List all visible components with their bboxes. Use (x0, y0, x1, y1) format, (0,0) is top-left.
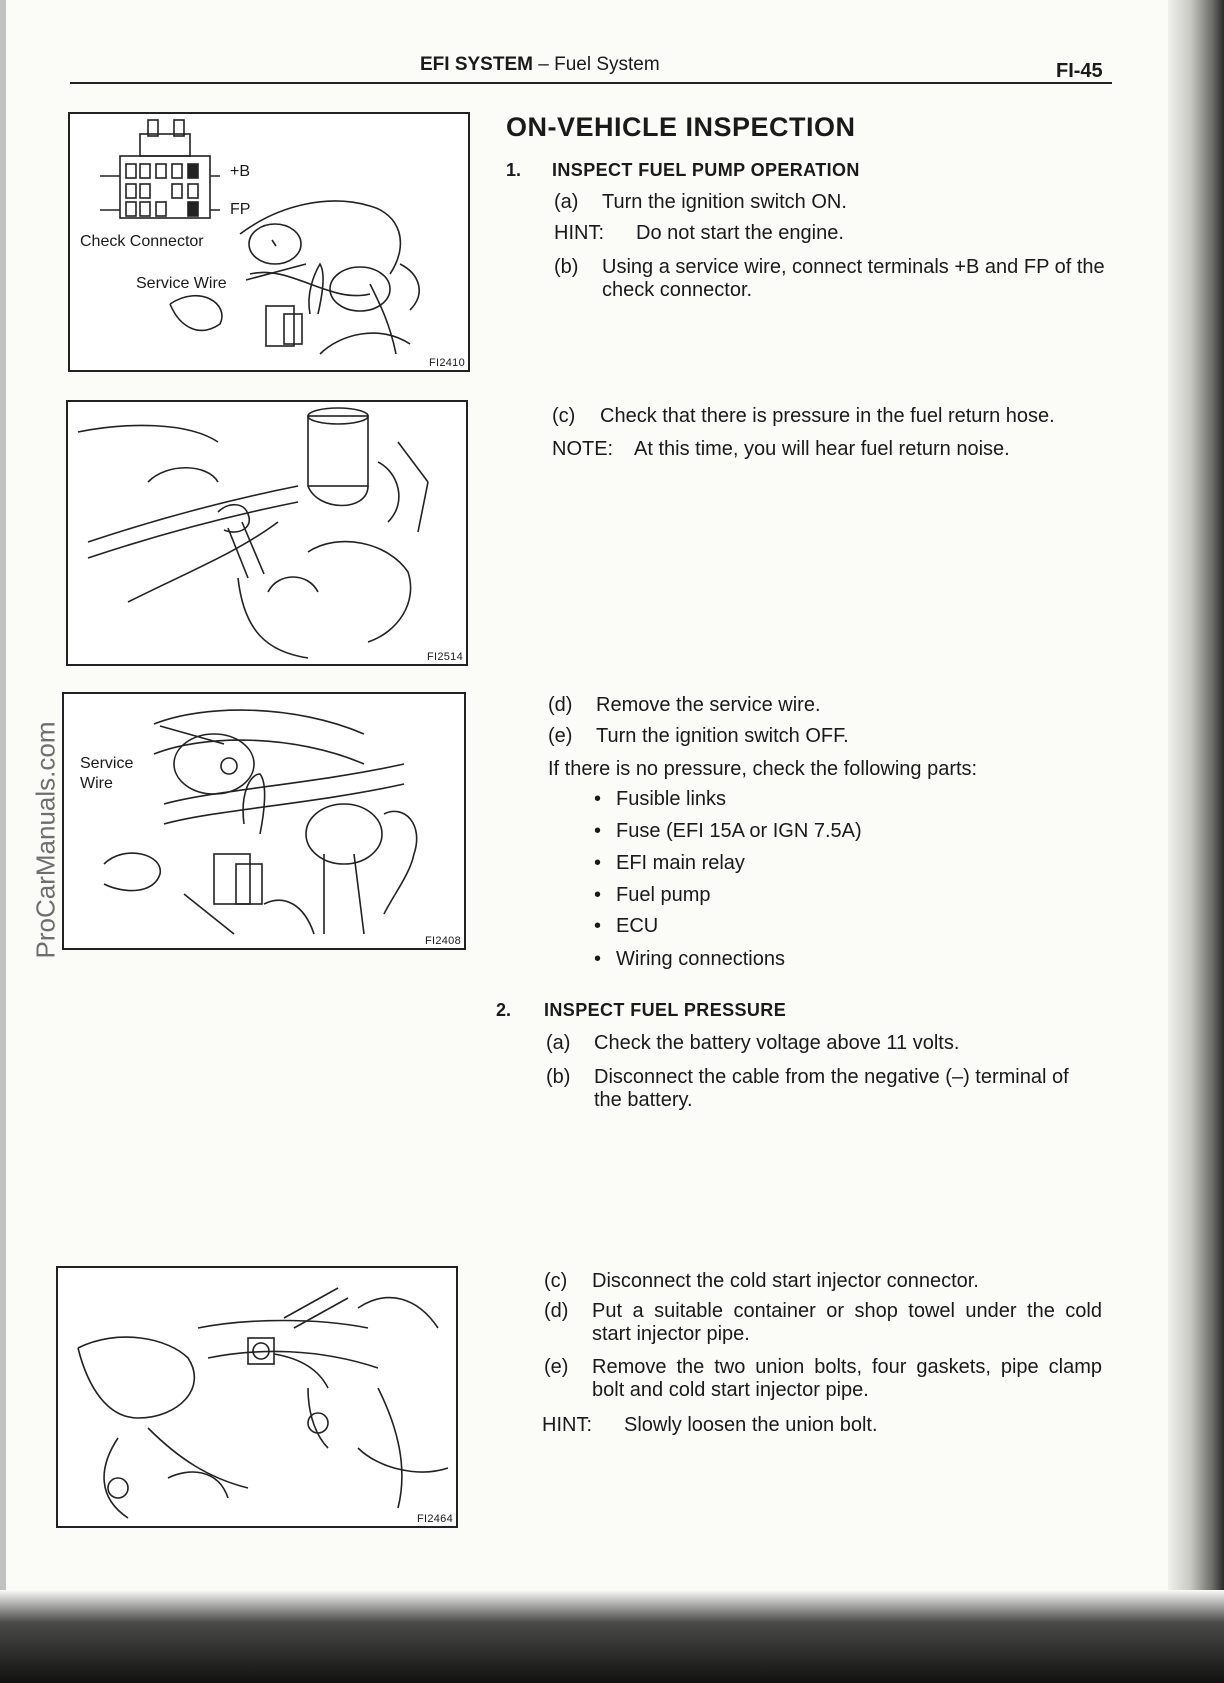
figure-fuel-return-hose (66, 400, 468, 666)
step1-e-text: Turn the ignition switch OFF. (596, 725, 849, 747)
label-wire: Wire (80, 775, 113, 792)
step2-c-text: Disconnect the cold start injector connector. (592, 1270, 979, 1292)
step2-a (546, 1032, 959, 1055)
step2-b-text: Disconnect the cable from the negative (–) terminal of the battery. (594, 1066, 1069, 1111)
step1-note-label: NOTE: (552, 438, 614, 460)
step2-b-label: (b) (546, 1066, 571, 1088)
figure-remove-service-wire (62, 692, 466, 950)
step2-hint-label: HINT: (542, 1414, 592, 1436)
header-rule (70, 82, 1112, 84)
step1-number: 1. (506, 160, 522, 180)
step2-e (544, 1356, 1110, 1402)
page-left-edge (0, 0, 6, 1683)
step1-c (552, 405, 1055, 428)
step1-title: INSPECT FUEL PUMP OPERATION (552, 160, 860, 180)
step1-d (548, 694, 821, 717)
step1-b-text: Using a service wire, connect terminals +B and FP of the check connector. (602, 256, 1105, 301)
step2-a-label: (a) (546, 1032, 571, 1054)
label-check-connector: Check Connector (80, 233, 204, 250)
part-item: • Fuse (EFI 15A or IGN 7.5A) (594, 820, 862, 843)
step1-d-text: Remove the service wire. (596, 694, 821, 716)
section-title: ON-VEHICLE INSPECTION (506, 112, 856, 142)
step1-d-label: (d) (548, 694, 573, 716)
step1-hint-label: HINT: (554, 222, 604, 244)
cold-start-injector-pipe-illustration (58, 1268, 456, 1526)
step2-hint (542, 1414, 878, 1437)
step2-b (546, 1066, 1106, 1112)
step1-b-label: (b) (554, 256, 579, 278)
step1-note-text: At this time, you will hear fuel return noise. (634, 438, 1010, 460)
scan-shadow-bottom (0, 1590, 1224, 1683)
step1-a-label: (a) (554, 191, 579, 213)
step2-c (544, 1270, 979, 1293)
header-page-code: FI-45 (1056, 60, 1103, 82)
step1-hint (554, 222, 844, 245)
part-item: • Fuel pump (594, 884, 711, 907)
fuel-return-hose-illustration (68, 402, 466, 664)
figure-code: FI2464 (416, 1513, 453, 1525)
step1-a-text: Turn the ignition switch ON. (602, 191, 847, 213)
label-plus-b: +B (230, 163, 251, 180)
step1-e (548, 725, 849, 748)
step2-d-label: (d) (544, 1300, 569, 1322)
step1-check-intro: If there is no pressure, check the following parts: (548, 758, 978, 780)
label-fp: FP (230, 201, 251, 218)
figure-code: FI2410 (428, 357, 465, 369)
step1-c-text: Check that there is pressure in the fuel return hose. (600, 405, 1055, 427)
watermark-text: ProCarManuals.com (30, 721, 61, 959)
figure-code: FI2408 (424, 935, 461, 947)
step1-b (554, 256, 1114, 302)
step2-e-text: Remove the two union bolts, four gaskets, pipe clamp bolt and cold start injector pipe. (592, 1356, 1102, 1401)
figure-code: FI2514 (426, 651, 463, 663)
remove-service-wire-illustration (64, 694, 464, 948)
step2-a-text: Check the battery voltage above 11 volts. (594, 1032, 960, 1054)
label-service: Service (80, 755, 134, 772)
header-section-title (420, 54, 660, 76)
step2-number: 2. (496, 1000, 512, 1020)
header-section-rest: – Fuel System (532, 54, 660, 75)
label-service-wire: Service Wire (136, 275, 227, 292)
scan-shadow-right (1168, 0, 1224, 1683)
figure-check-connector (68, 112, 470, 372)
step2-d (544, 1300, 1110, 1346)
step2-d-text: Put a suitable container or shop towel under the cold start injector pipe. (592, 1300, 1102, 1345)
step2-title: INSPECT FUEL PRESSURE (544, 1000, 787, 1020)
part-item: • Wiring connections (594, 948, 785, 971)
step2-c-label: (c) (544, 1270, 568, 1292)
part-item: • Fusible links (594, 788, 726, 811)
watermark (26, 700, 66, 980)
step1-hint-text: Do not start the engine. (636, 222, 844, 244)
step2-hint-text: Slowly loosen the union bolt. (624, 1414, 878, 1436)
step1-e-label: (e) (548, 725, 573, 747)
step1-note (552, 438, 1010, 461)
header-section-bold: EFI SYSTEM (420, 54, 533, 75)
part-item: • ECU (594, 915, 658, 938)
part-item: • EFI main relay (594, 852, 745, 875)
step1-a (554, 191, 847, 214)
step1-c-label: (c) (552, 405, 576, 427)
step2-e-label: (e) (544, 1356, 569, 1378)
figure-cold-start-injector-pipe (56, 1266, 458, 1528)
